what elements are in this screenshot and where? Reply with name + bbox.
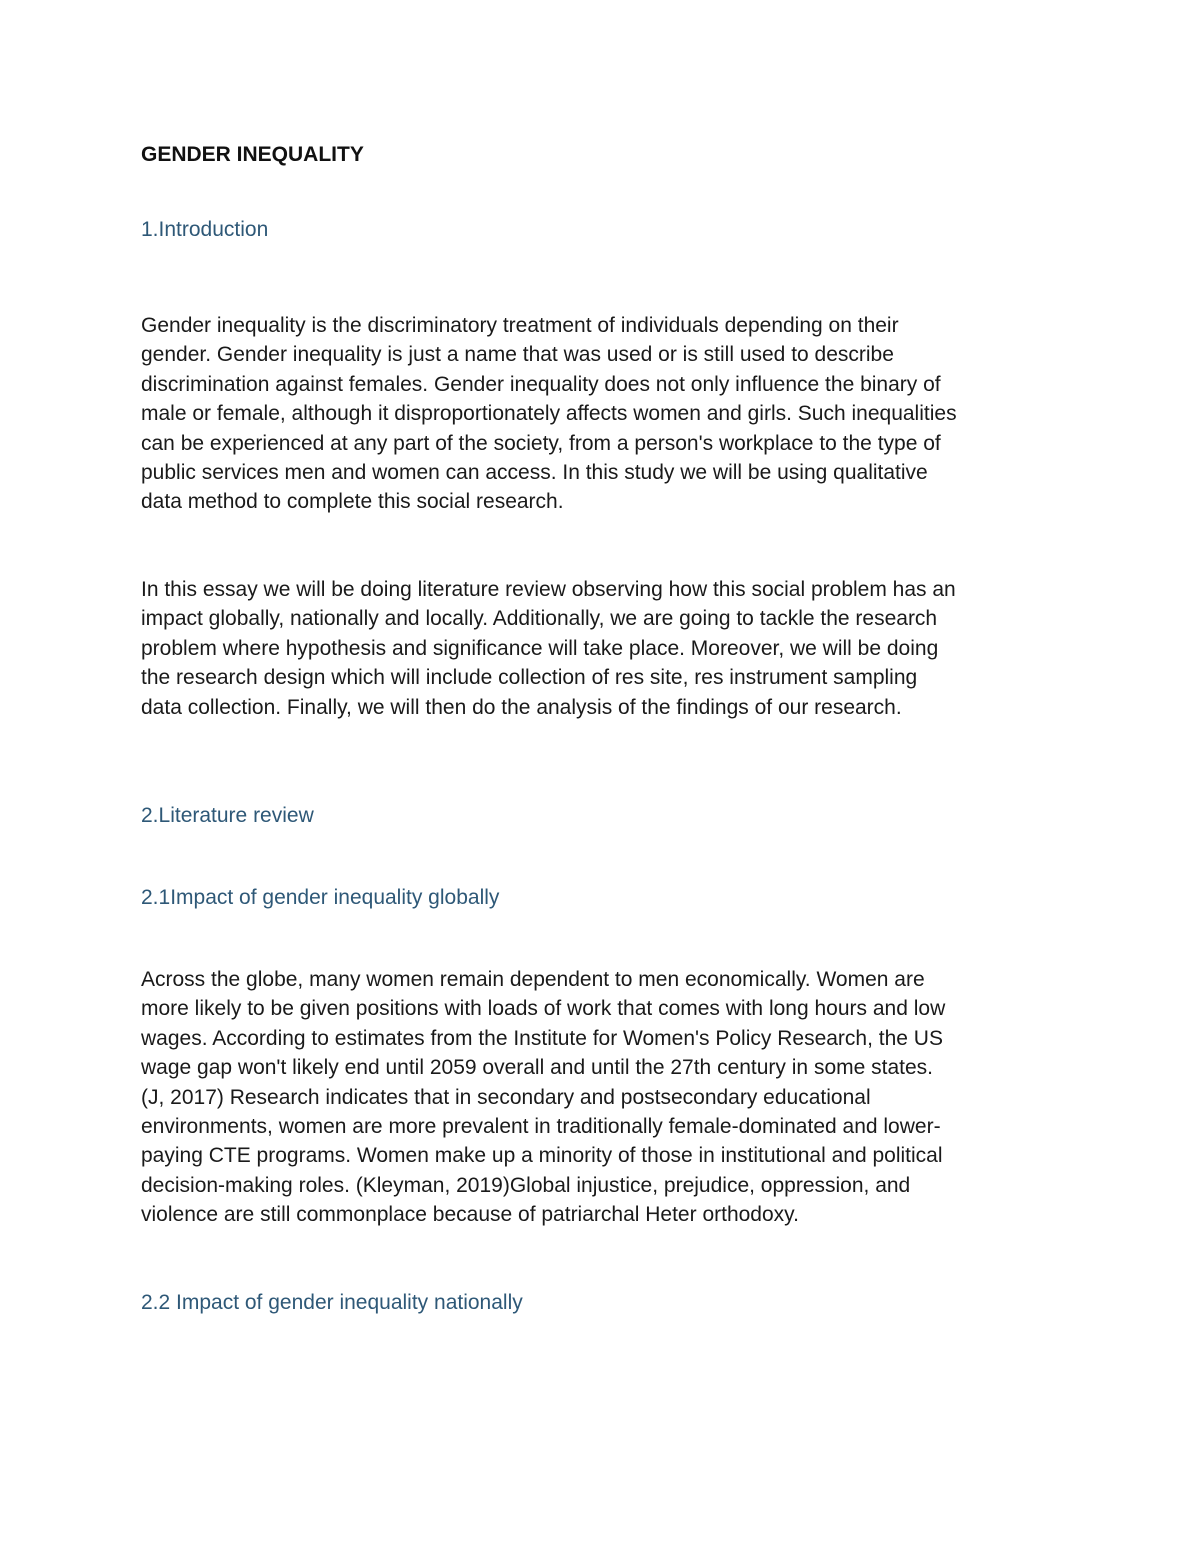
paragraph-line: (J, 2017) Research indicates that in secondary and postsecondary educational [141, 1085, 871, 1109]
paragraph-introduction-2 [141, 575, 1066, 722]
paragraph-line: male or female, although it disproportionately affects women and girls. Such inequalities [141, 402, 957, 426]
paragraph-line: Gender inequality is the discriminatory treatment of individuals depending on their [141, 314, 899, 337]
paragraph-line: gender. Gender inequality is just a name that was used or is still used to describe [141, 343, 894, 367]
paragraph-line: problem where hypothesis and significance will take place. Moreover, we will be doing [141, 636, 939, 660]
document-title: GENDER INEQUALITY [141, 143, 364, 166]
paragraph-line: data method to complete this social research. [141, 490, 564, 514]
paragraph-line: decision-making roles. (Kleyman, 2019)Global injustice, prejudice, oppression, and [141, 1173, 911, 1197]
paragraph-line: Across the globe, many women remain dependent to men economically. Women are [141, 968, 925, 991]
paragraph-global-impact [141, 965, 1066, 1230]
section-heading-national-impact: 2.2 Impact of gender inequality nationally [141, 1291, 523, 1314]
paragraph-line: more likely to be given positions with loads of work that comes with long hours and low [141, 997, 946, 1021]
paragraph-line: impact globally, nationally and locally. Additionally, we are going to tackle the research [141, 607, 938, 631]
section-heading-global-impact: 2.1Impact of gender inequality globally [141, 886, 500, 909]
section-heading-introduction: 1.Introduction [141, 218, 269, 241]
paragraph-line: discrimination against females. Gender inequality does not only influence the binary of [141, 372, 941, 396]
paragraph-line: data collection. Finally, we will then do the analysis of the findings of our research. [141, 695, 902, 719]
paragraph-line: In this essay we will be doing literature review observing how this social problem has an [141, 578, 956, 601]
paragraph-introduction-1 [141, 311, 1066, 517]
paragraph-line: can be experienced at any part of the society, from a person's workplace to the type of [141, 431, 941, 455]
paragraph-line: violence are still commonplace because of patriarchal Heter orthodoxy. [141, 1203, 799, 1227]
paragraph-line: paying CTE programs. Women make up a minority of those in institutional and political [141, 1144, 943, 1168]
paragraph-line: environments, women are more prevalent in traditionally female-dominated and lower- [141, 1115, 941, 1139]
paragraph-line: wages. According to estimates from the Institute for Women's Policy Research, the US [141, 1026, 943, 1050]
paragraph-line: the research design which will include collection of res site, res instrument sampling [141, 666, 918, 690]
paragraph-line: wage gap won't likely end until 2059 overall and until the 27th century in some states. [141, 1056, 933, 1080]
section-heading-literature-review: 2.Literature review [141, 804, 314, 827]
paragraph-line: public services men and women can access. In this study we will be using qualitative [141, 461, 928, 485]
